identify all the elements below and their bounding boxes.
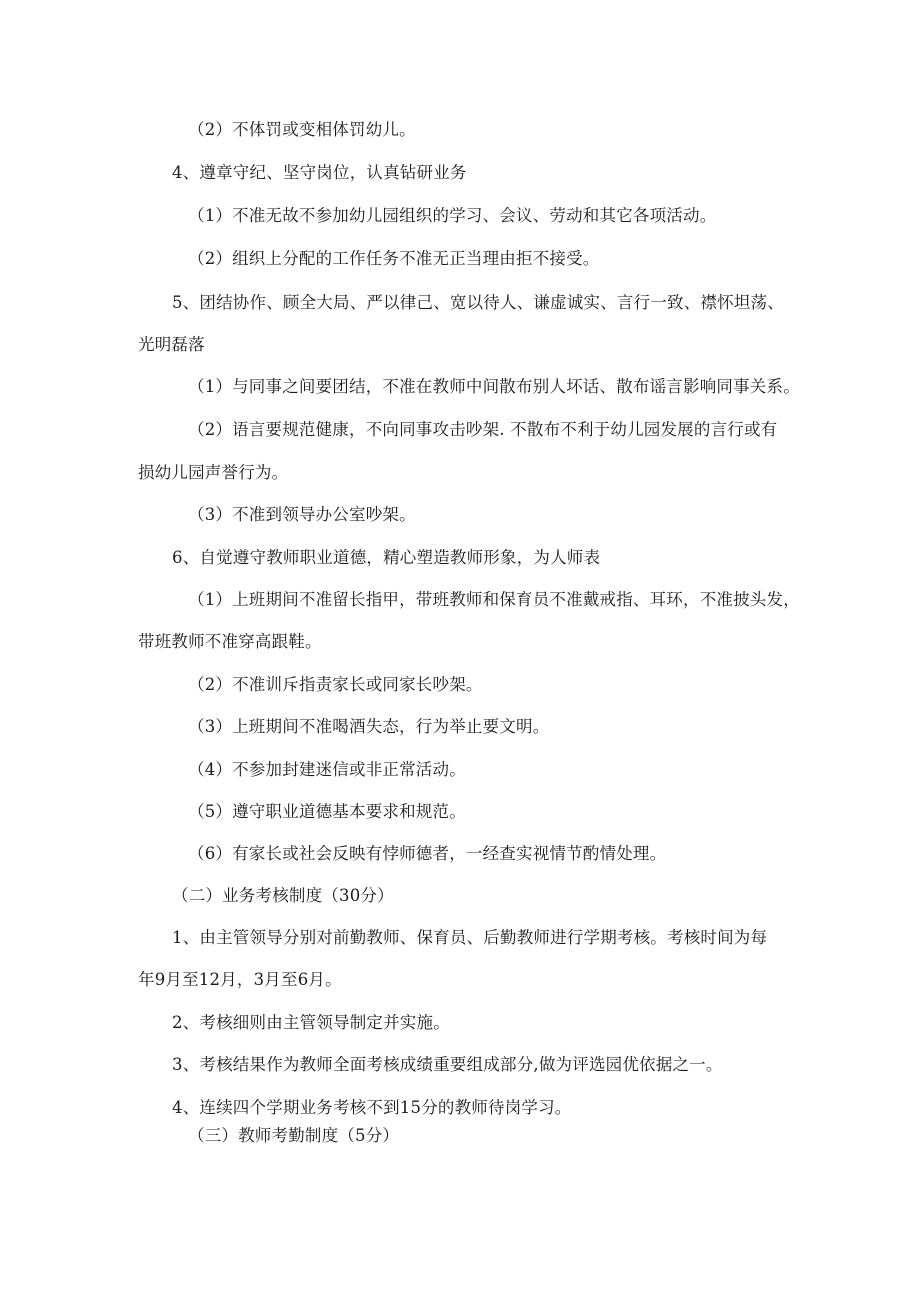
- section-5-heading: 5、团结协作、顾全大局、严以律己、宽以待人、谦虚诚实、言行一致、襟怀坦荡、: [172, 293, 784, 312]
- section-4-heading: 4、遵章守纪、坚守岗位，认真钻研业务: [172, 163, 467, 182]
- rule-6-4-text: （4）不参加封建迷信或非正常活动。: [188, 760, 466, 779]
- rule-5-3-text: （3）不准到领导办公室吵架。: [188, 505, 416, 524]
- business-assessment-heading: （二）业务考核制度（30分）: [172, 886, 394, 905]
- rule-6-6-text: （6）有家长或社会反映有悖师德者，一经查实视情节酌情处理。: [188, 844, 667, 863]
- rule-6-5-text: （5）遵守职业道德基本要求和规范。: [188, 802, 466, 821]
- rule-5-2-text-cont: 损幼儿园声誉行为。: [138, 463, 289, 482]
- rule-6-2-text: （2）不准训斥指责家长或同家长吵架。: [188, 675, 483, 694]
- rule-6-3-text: （3）上班期间不准喝酒失态，行为举止要文明。: [188, 717, 550, 736]
- rule-4a-1-text: （1）不准无故不参加幼儿园组织的学习、会议、劳动和其它各项活动。: [188, 206, 717, 225]
- assessment-4-text: 4、连续四个学期业务考核不到15分的教师待岗学习。: [172, 1098, 572, 1117]
- attendance-heading: （三）教师考勤制度（5分）: [188, 1126, 400, 1145]
- rule-5-2-text: （2）语言要规范健康，不向同事攻击吵架. 不散布不利于幼儿园发展的言行或有: [188, 420, 778, 439]
- rule-4-2-text: （2）不体罚或变相体罚幼儿。: [188, 120, 416, 139]
- rule-4a-2-text: （2）组织上分配的工作任务不准无正当理由拒不接受。: [188, 249, 600, 268]
- assessment-1-text-cont: 年9月至12月，3月至6月。: [138, 970, 342, 989]
- rule-6-1-text: （1）上班期间不准留长指甲，带班教师和保育员不准戴戒指、耳环，不准披头发，: [188, 590, 800, 609]
- assessment-1-text: 1、由主管领导分别对前勤教师、保育员、后勤教师进行学期考核。考核时间为每: [172, 928, 768, 947]
- rule-6-1-text-cont: 带班教师不准穿高跟鞋。: [138, 632, 322, 651]
- section-6-heading: 6、自觉遵守教师职业道德，精心塑造教师形象，为人师表: [172, 548, 601, 567]
- assessment-2-text: 2、考核细则由主管领导制定并实施。: [172, 1013, 450, 1032]
- assessment-3-text: 3、考核结果作为教师全面考核成绩重要组成部分,做为评选园优依据之一。: [172, 1055, 723, 1074]
- rule-5-1-text: （1）与同事之间要团结，不准在教师中间散布别人坏话、散布谣言影响同事关系。: [188, 377, 800, 396]
- section-5-heading-cont: 光明磊落: [138, 335, 205, 354]
